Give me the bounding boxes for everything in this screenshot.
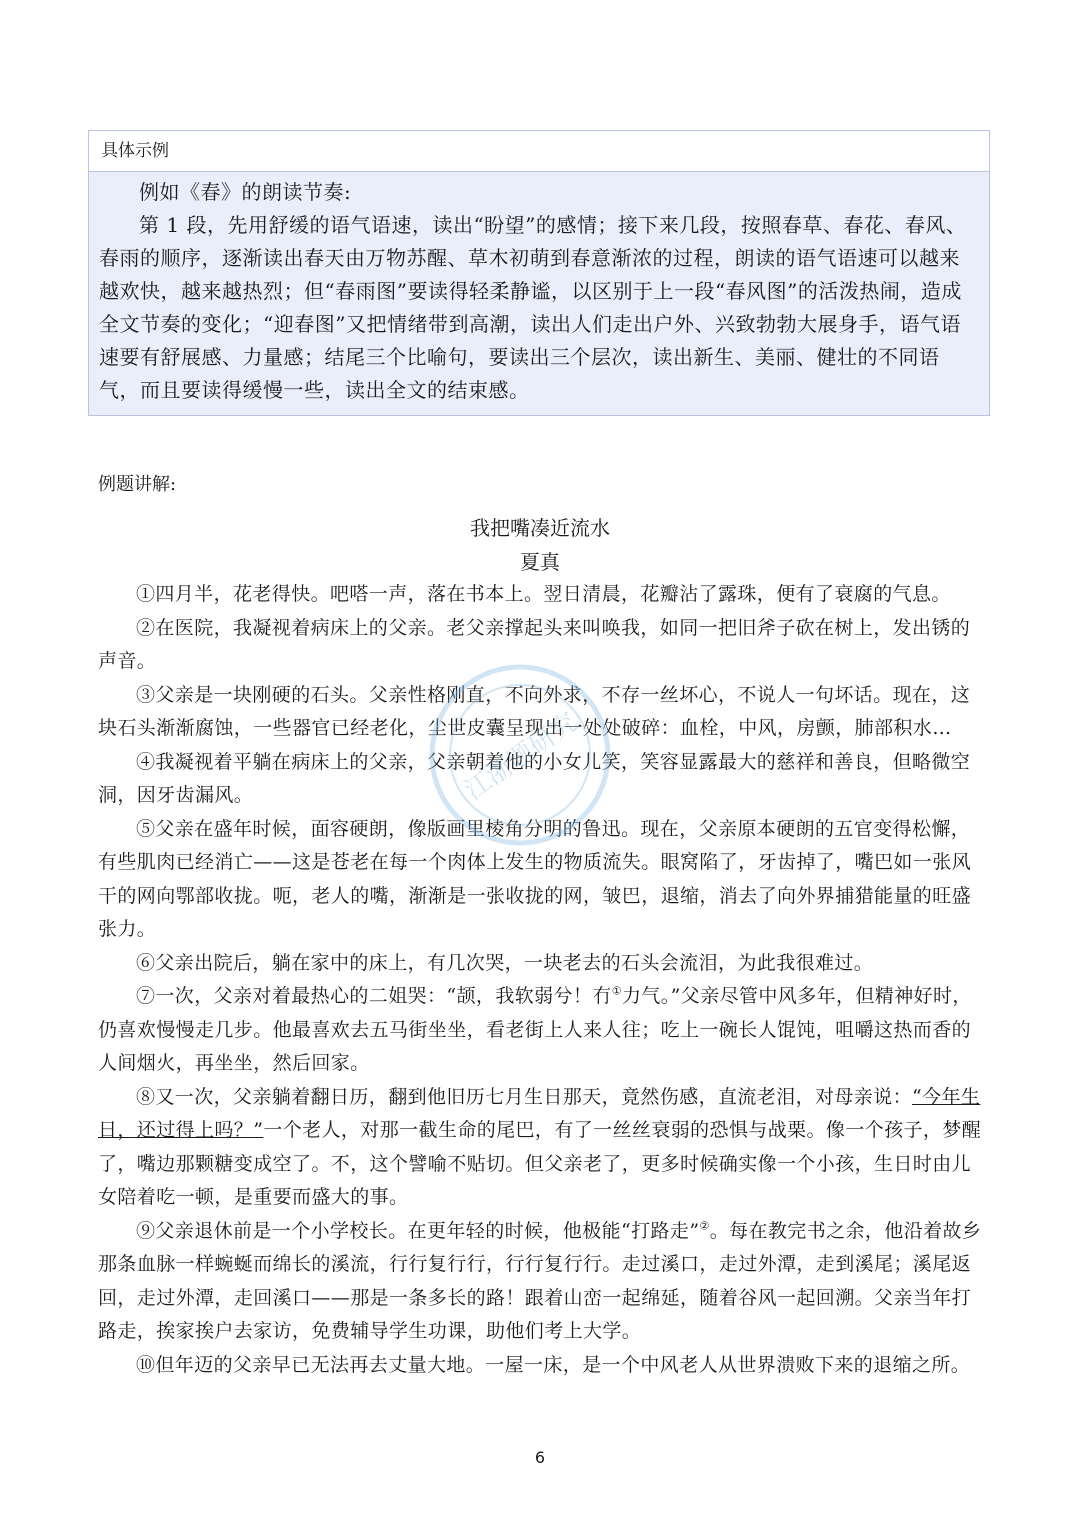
article-paragraph-1: ①四月半，花老得快。吧嗒一声，落在书本上。翌日清晨，花瓣沾了露珠，便有了衰腐的气息。 xyxy=(136,583,951,605)
paragraph-9-text-a: ⑨父亲退休前是一个小学校长。在更年轻的时候，他极能“打路走” xyxy=(136,1219,700,1242)
footnote-marker-1: ① xyxy=(611,984,622,998)
example-box-heading: 具体示例 xyxy=(89,131,989,172)
example-box xyxy=(88,130,990,416)
paragraph-8-text-b: 一个老人，对那一截生命的尾巴，有了一丝丝衰弱的恐惧与战栗。像一个孩子，梦醒了，嘴边那颗糖变成空了。不，这个譬喻不贴切。但父亲老了，更多时候确实像一个小孩，生日时由儿女陪着吃一顿，是重要而盛大的事。 xyxy=(98,1119,982,1208)
article-paragraph-7 xyxy=(98,980,982,1081)
article-title: 我把嘴凑近流水 xyxy=(470,516,610,540)
article-paragraph-3: ③父亲是一块刚硬的石头。父亲性格刚直，不向外求，不存一丝坏心，不说人一句坏话。现在，这块石头渐渐腐蚀，一些器官已经老化，尘世皮囊呈现出一处处破碎：血栓，中风，房颤，肺部积水… xyxy=(98,683,971,739)
underlined-quote: “今年生日，还过得上吗？” xyxy=(98,1085,981,1141)
article-paragraph-5: ⑤父亲在盛年时候，面容硬朗，像版画里棱角分明的鲁迅。现在，父亲原本硬朗的五官变得松懈，有些肌肉已经消亡——这是苍老在每一个肉体上发生的物质流失。眼窝陷了，牙齿掉了，嘴巴如一张风干的网向鄂部收拢。呃，老人的嘴，渐渐是一张收拢的网，皱巴，退缩，消去了向外界捕猎能量的旺盛张力。 xyxy=(98,817,972,940)
article-body xyxy=(98,578,982,1382)
paragraph-7-text-b: 力气。”父亲尽管中风多年，但精神好时，仍喜欢慢慢走几步。他最喜欢去五马街坐坐，看老街上人来人往；吃上一碗长人馄饨，咀嚼这热而香的人间烟火，再坐坐，然后回家。 xyxy=(98,985,972,1074)
example-box-body xyxy=(89,172,989,415)
article-paragraph-8 xyxy=(98,1081,982,1215)
example-detail-paragraph: 第 1 段，先用舒缓的语气语速，读出“盼望”的感情；接下来几段，按照春草、春花、春风、春雨的顺序，逐渐读出春天由万物苏醒、草木初萌到春意渐浓的过程，朗读的语气语速可以越来越欢快，越来越热烈；但“春雨图”要读得轻柔静谧，以区别于上一段“春风图”的活泼热闹，造成全文节奏的变化；“迎春图”又把情绪带到高潮，读出人们走出户外、兴致勃勃大展身手，语气语速要有舒展感、力量感；结尾三个比喻句，要读出三个层次，读出新生、美丽、健壮的不同语气，而且要读得缓慢一些，读出全文的结束感。 xyxy=(99,213,967,402)
section-label: 例题讲解: xyxy=(98,474,177,495)
article-paragraph-9 xyxy=(98,1215,982,1349)
paragraph-9-text-b: 。每在教完书之余，他沿着故乡那条血脉一样蜿蜒而绵长的溪流，行行复行行，行行复行行。走过溪口，走过外潭，走到溪尾；溪尾返回，走过外潭，走回溪口——那是一条多长的路！跟着山峦一起绵延，随着谷风一起回溯。父亲当年打路走，挨家挨户去家访，免费辅导学生功课，助他们考上大学。 xyxy=(98,1219,982,1342)
page-number: 6 xyxy=(534,1448,546,1467)
article-paragraph-2: ②在医院，我凝视着病床上的父亲。老父亲撑起头来叫唤我，如同一把旧斧子砍在树上，发出锈的声音。 xyxy=(98,616,971,672)
article-author: 夏真 xyxy=(520,550,560,574)
article-paragraph-10: ⑩但年迈的父亲早已无法再去丈量大地。一屋一床，是一个中风老人从世界溃败下来的退缩之所。 xyxy=(136,1353,971,1376)
paragraph-8-text-a: ⑧又一次，父亲躺着翻日历，翻到他旧历七月生日那天，竟然伤感，直流老泪，对母亲说： xyxy=(136,1085,913,1108)
article-paragraph-6: ⑥父亲出院后，躺在家中的床上，有几次哭，一块老去的石头会流泪，为此我很难过。 xyxy=(136,951,874,974)
paragraph-7-text-a: ⑦一次，父亲对着最热心的二姐哭：“颉，我软弱兮！冇 xyxy=(136,985,612,1007)
example-intro-line: 例如《春》的朗读节奏: xyxy=(139,180,352,204)
footnote-marker-2: ② xyxy=(699,1219,710,1233)
article-paragraph-4: ④我凝视着平躺在病床上的父亲，父亲朝着他的小女儿笑，笑容显露最大的慈祥和善良，但略微空洞，因牙齿漏风。 xyxy=(98,750,971,806)
watermark-text: 江浙题研究 xyxy=(459,707,584,807)
